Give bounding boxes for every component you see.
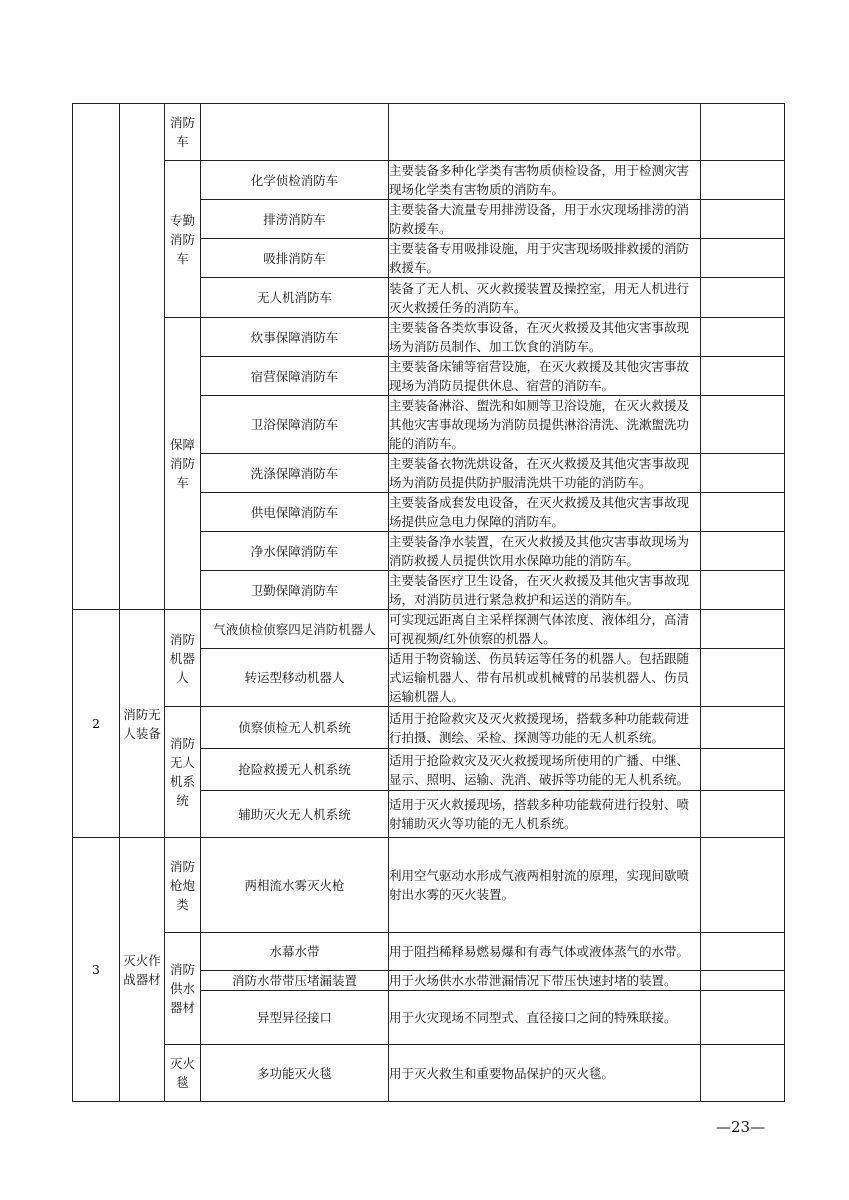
item-remark [701, 838, 785, 933]
item-remark [701, 318, 785, 357]
item-description: 主要装备床铺等宿营设施，在灭火救援及其他灾害事故现场为消防员提供休息、宿营的消防车。 [389, 357, 701, 396]
item-description: 适用于抢险救灾及灭火救援现场所使用的广播、中继、显示、照明、运输、洗消、破拆等功能的无人机系统。 [389, 749, 701, 791]
item-remark [701, 610, 785, 649]
item-name: 卫勤保障消防车 [201, 571, 389, 610]
item-name: 净水保障消防车 [201, 532, 389, 571]
item-remark [701, 571, 785, 610]
table-row [73, 610, 785, 649]
item-name [201, 104, 389, 161]
group-name: 灭火毯 [165, 1045, 201, 1102]
item-remark [701, 396, 785, 454]
table-row [73, 933, 785, 971]
item-description: 主要装备医疗卫生设备，在灭火救援及其他灾害事故现场，对消防员进行紧急救护和运送的消防车。 [389, 571, 701, 610]
group-name: 消防枪炮类 [165, 838, 201, 933]
page-number: —23— [716, 1118, 766, 1136]
item-description: 用于阻挡稀释易燃易爆和有毒气体或液体蒸气的水带。 [389, 933, 701, 971]
item-name: 供电保障消防车 [201, 493, 389, 532]
item-description: 主要装备衣物洗烘设备，在灭火救援及其他灾害事故现场为消防员提供防护服清洗烘干功能的消防车。 [389, 454, 701, 493]
section-name: 消防无人装备 [120, 610, 165, 838]
group-name: 消防机器人 [165, 610, 201, 707]
item-description: 主要装备成套发电设备，在灭火救援及其他灾害事故现场提供应急电力保障的消防车。 [389, 493, 701, 532]
item-description: 利用空气驱动水形成气液两相射流的原理，实现间歇喷射出水雾的灭火装置。 [389, 838, 701, 933]
item-name: 两相流水雾灭火枪 [201, 838, 389, 933]
item-remark [701, 532, 785, 571]
item-description: 主要装备淋浴、盥洗和如厕等卫浴设施，在灭火救援及其他灾害事故现场为消防员提供淋浴清洗、洗漱盥洗功能的消防车。 [389, 396, 701, 454]
section-name: 灭火作战器材 [120, 838, 165, 1102]
group-name: 保障消防车 [165, 318, 201, 610]
item-remark [701, 1045, 785, 1102]
equipment-table [72, 103, 785, 1102]
item-name: 消防水带带压堵漏装置 [201, 971, 389, 991]
table-row [73, 161, 785, 200]
table-row [73, 1045, 785, 1102]
item-description: 主要装备净水装置，在灭火救援及其他灾害事故现场为消防救援人员提供饮用水保障功能的消防车。 [389, 532, 701, 571]
item-remark [701, 749, 785, 791]
item-remark [701, 454, 785, 493]
item-name: 炊事保障消防车 [201, 318, 389, 357]
item-description: 用于灭火救生和重要物品保护的灭火毯。 [389, 1045, 701, 1102]
item-name: 侦察侦检无人机系统 [201, 707, 389, 749]
item-remark [701, 971, 785, 991]
item-remark [701, 791, 785, 838]
item-remark [701, 933, 785, 971]
item-description: 装备了无人机、灭火救援装置及操控室，用无人机进行灭火救援任务的消防车。 [389, 278, 701, 318]
group-name: 消防供水器材 [165, 933, 201, 1045]
item-description: 用于火灾现场不同型式、直径接口之间的特殊联接。 [389, 991, 701, 1045]
section-number [73, 104, 120, 610]
section-number: 3 [73, 838, 120, 1102]
item-description: 主要装备专用吸排设施，用于灾害现场吸排救援的消防救援车。 [389, 239, 701, 278]
item-remark [701, 493, 785, 532]
item-description: 用于火场供水水带泄漏情况下带压快速封堵的装置。 [389, 971, 701, 991]
section-number: 2 [73, 610, 120, 838]
item-remark [701, 239, 785, 278]
item-remark [701, 200, 785, 239]
item-description: 可实现远距离自主采样探测气体浓度、液体组分，高清可视视频/红外侦察的机器人。 [389, 610, 701, 649]
item-description: 适用于灭火救援现场，搭载多种功能载荷进行投射、喷射辅助灭火等功能的无人机系统。 [389, 791, 701, 838]
item-description: 主要装备多种化学类有害物质侦检设备，用于检测灾害现场化学类有害物质的消防车。 [389, 161, 701, 200]
table-row [73, 707, 785, 749]
item-remark [701, 104, 785, 161]
item-remark [701, 161, 785, 200]
group-name: 专勤消防车 [165, 161, 201, 318]
item-name: 气液侦检侦察四足消防机器人 [201, 610, 389, 649]
table-row [73, 318, 785, 357]
item-name: 辅助灭火无人机系统 [201, 791, 389, 838]
item-name: 无人机消防车 [201, 278, 389, 318]
item-name: 抢险救援无人机系统 [201, 749, 389, 791]
item-description: 主要装备大流量专用排涝设备，用于水灾现场排涝的消防救援车。 [389, 200, 701, 239]
item-remark [701, 278, 785, 318]
item-name: 卫浴保障消防车 [201, 396, 389, 454]
item-name: 排涝消防车 [201, 200, 389, 239]
item-remark [701, 991, 785, 1045]
section-name [120, 104, 165, 610]
item-name: 宿营保障消防车 [201, 357, 389, 396]
item-description [389, 104, 701, 161]
item-name: 水幕水带 [201, 933, 389, 971]
item-name: 洗涤保障消防车 [201, 454, 389, 493]
group-name: 消防车 [165, 104, 201, 161]
item-description: 适用于抢险救灾及灭火救援现场，搭载多种功能载荷进行拍摄、测绘、采检、探测等功能的无人机系统。 [389, 707, 701, 749]
table-row [73, 838, 785, 933]
item-name: 吸排消防车 [201, 239, 389, 278]
item-remark [701, 649, 785, 707]
table-row [73, 104, 785, 161]
group-name: 消防无人机系统 [165, 707, 201, 838]
item-name: 化学侦检消防车 [201, 161, 389, 200]
item-name: 转运型移动机器人 [201, 649, 389, 707]
item-remark [701, 357, 785, 396]
item-name: 异型异径接口 [201, 991, 389, 1045]
item-name: 多功能灭火毯 [201, 1045, 389, 1102]
item-description: 主要装备各类炊事设备，在灭火救援及其他灾害事故现场为消防员制作、加工饮食的消防车。 [389, 318, 701, 357]
item-description: 适用于物资输送、伤员转运等任务的机器人。包括跟随式运输机器人、带有吊机或机械臂的吊装机器人、伤员运输机器人。 [389, 649, 701, 707]
item-remark [701, 707, 785, 749]
